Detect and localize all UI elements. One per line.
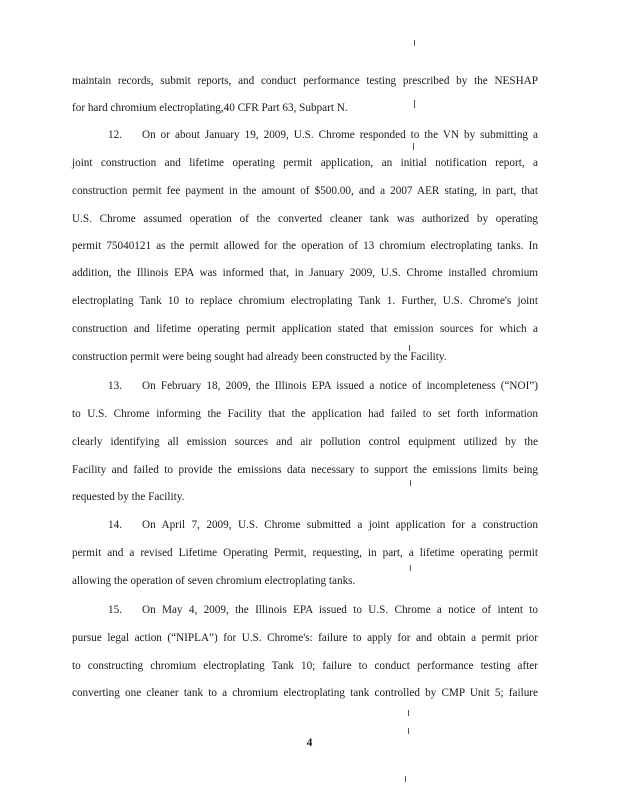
paragraph-15-first-line <box>72 603 538 617</box>
scan-mark <box>405 776 406 782</box>
body-line: pursue legal action (“NIPLA”) for U.S. Chrome's: failure to apply for and obtain a permit prior <box>72 632 538 644</box>
body-line: construction permit were being sought had already been constructed by the Facility. <box>72 351 447 363</box>
body-line: allowing the operation of seven chromium electroplating tanks. <box>72 575 356 587</box>
paragraph-number: 12. <box>108 129 122 141</box>
body-line: electroplating Tank 10 to replace chromium electroplating Tank 1. Further, U.S. Chrome's joint <box>72 295 538 307</box>
scan-mark <box>410 565 411 571</box>
body-line: permit and a revised Lifetime Operating Permit, requesting, in part, a lifetime operating permit <box>72 547 538 559</box>
body-text: On February 18, 2009, the Illinois EPA issued a notice of incompleteness (“NOI”) <box>142 380 538 392</box>
body-line: construction and lifetime operating permit application stated that emission sources for which a <box>72 323 538 335</box>
paragraph-13-first-line <box>72 379 538 393</box>
body-line: for hard chromium electroplating,40 CFR Part 63, Subpart N. <box>72 102 348 114</box>
body-line: requested by the Facility. <box>72 491 185 503</box>
body-line: converting one cleaner tank to a chromium electroplating tank controlled by CMP Unit 5; failure <box>72 687 538 699</box>
body-line: permit 75040121 as the permit allowed for the operation of 13 chromium electroplating tanks. In <box>72 240 538 252</box>
paragraph-number: 14. <box>108 519 122 531</box>
body-text: On or about January 19, 2009, U.S. Chrome responded to the VN by submitting a <box>142 129 538 141</box>
body-line: construction permit fee payment in the amount of $500.00, and a 2007 AER stating, in part, that <box>72 185 538 197</box>
page-number: 4 <box>306 737 313 749</box>
body-line: clearly identifying all emission sources and air pollution control equipment utilized by the <box>72 436 538 448</box>
body-line: Facility and failed to provide the emissions data necessary to support the emissions limits being <box>72 464 538 476</box>
paragraph-14-first-line <box>72 518 538 532</box>
body-line: addition, the Illinois EPA was informed that, in January 2009, U.S. Chrome installed chromium <box>72 267 538 279</box>
paragraph-number: 15. <box>108 604 122 616</box>
body-line: to U.S. Chrome informing the Facility that the application had failed to set forth information <box>72 408 538 420</box>
body-line: maintain records, submit reports, and conduct performance testing prescribed by the NESHAP <box>72 75 538 87</box>
scan-mark <box>414 40 415 46</box>
paragraph-number: 13. <box>108 380 122 392</box>
scan-mark <box>413 143 414 150</box>
body-text: On April 7, 2009, U.S. Chrome submitted a joint application for a construction <box>142 519 538 531</box>
body-line: joint construction and lifetime operating permit application, an initial notification report, a <box>72 157 538 169</box>
body-line: to constructing chromium electroplating Tank 10; failure to conduct performance testing after <box>72 660 538 672</box>
body-line: U.S. Chrome assumed operation of the converted cleaner tank was authorized by operating <box>72 213 538 225</box>
paragraph-12-first-line <box>72 128 538 142</box>
scan-mark <box>408 710 409 716</box>
body-text: On May 4, 2009, the Illinois EPA issued to U.S. Chrome a notice of intent to <box>142 604 538 616</box>
scan-mark <box>410 480 411 486</box>
scan-mark <box>408 728 409 734</box>
